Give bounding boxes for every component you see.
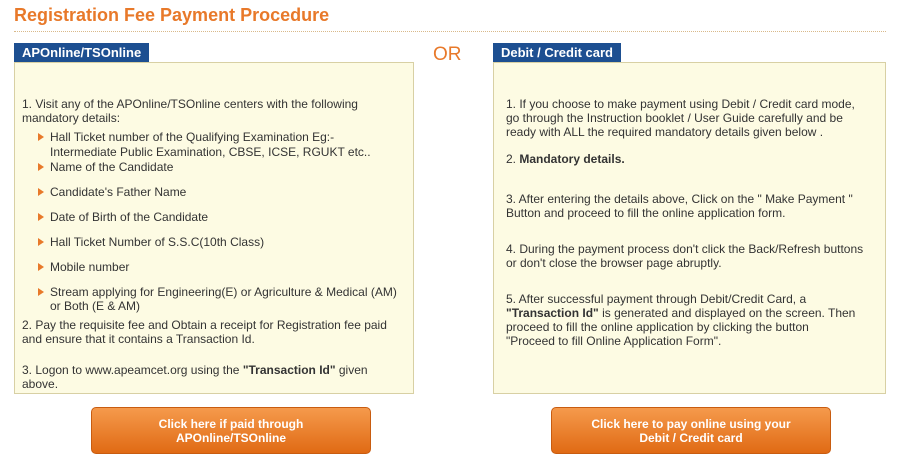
title-divider [14, 31, 886, 32]
detail-stream: Stream applying for Engineering(E) or Agriculture & Medical (AM) [50, 285, 397, 299]
card-step-3: 3. After entering the details above, Click on the " Make Payment " [506, 192, 853, 206]
card-tab-label: Debit / Credit card [493, 43, 621, 63]
page-title: Registration Fee Payment Procedure [14, 5, 330, 25]
arrow-bullet-icon [38, 133, 44, 141]
detail-candidate-name: Name of the Candidate [50, 160, 174, 174]
pay-online-card-button[interactable] [551, 407, 831, 454]
detail-hall-ticket-cont: Intermediate Public Examination, CBSE, ICSE, RGUKT etc.. [50, 145, 371, 159]
detail-hall-ticket: Hall Ticket number of the Qualifying Examination Eg:- [50, 130, 335, 144]
aponline-instructions-panel [14, 62, 414, 394]
aponline-tab-label: APOnline/TSOnline [14, 43, 149, 63]
instruction-step-1-cont: mandatory details: [22, 111, 121, 125]
instruction-step-2: 2. Pay the requisite fee and Obtain a receipt for Registration fee paid [22, 318, 387, 332]
card-step-5-cont-2: proceed to fill the online application by clicking the button [506, 320, 809, 334]
card-button-line-1: Click here to pay online using your [591, 416, 791, 431]
detail-date-of-birth: Date of Birth of the Candidate [50, 210, 209, 224]
card-button-line-2: Debit / Credit card [639, 430, 743, 445]
card-step-2-number: 2. [506, 152, 520, 166]
card-step-2 [506, 152, 625, 166]
instruction-step-2-cont: and ensure that it contains a Transaction Id. [22, 332, 255, 346]
step-3-text-end: given [335, 363, 368, 377]
card-step-5: 5. After successful payment through Debit/Credit Card, a [506, 292, 807, 306]
or-label: OR [433, 44, 462, 65]
card-step-4-cont: or don't close the browser page abruptly. [506, 256, 722, 270]
arrow-bullet-icon [38, 163, 44, 171]
instruction-step-3-cont: above. [22, 377, 59, 391]
instruction-step-1: 1. Visit any of the APOnline/TSOnline centers with the following [22, 97, 358, 111]
card-step-1-cont-2: ready with ALL the required mandatory details given below . [506, 125, 824, 139]
instruction-step-3 [22, 363, 368, 377]
card-step-4: 4. During the payment process don't click the Back/Refresh buttons [506, 242, 864, 256]
card-step-5-text: is generated and displayed on the screen. Then [598, 306, 856, 320]
card-step-5-cont-3: "Proceed to fill Online Application Form". [506, 334, 722, 348]
card-step-1-cont: go through the Instruction booklet / User Guide carefully and be [506, 111, 843, 125]
arrow-bullet-icon [38, 263, 44, 271]
card-step-5-cont [506, 306, 855, 320]
paid-through-aponline-button[interactable] [91, 407, 371, 454]
arrow-bullet-icon [38, 238, 44, 246]
card-instructions-panel [493, 62, 886, 394]
detail-mobile-number: Mobile number [50, 260, 130, 274]
transaction-id-emphasis: "Transaction Id" [506, 306, 599, 320]
transaction-id-emphasis: "Transaction Id" [242, 363, 336, 377]
arrow-bullet-icon [38, 188, 44, 196]
step-3-text: 3. Logon to www.apeamcet.org using the [22, 363, 243, 377]
card-step-3-cont: Button and proceed to fill the online application form. [506, 206, 786, 220]
mandatory-details-emphasis: Mandatory details. [519, 152, 625, 166]
aponline-button-line-2: APOnline/TSOnline [175, 430, 286, 445]
card-step-1: 1. If you choose to make payment using Debit / Credit card mode, [506, 97, 855, 111]
arrow-bullet-icon [38, 288, 44, 296]
detail-ssc-hall-ticket: Hall Ticket Number of S.S.C(10th Class) [50, 235, 265, 249]
detail-father-name: Candidate's Father Name [50, 185, 187, 199]
detail-stream-cont: or Both (E & AM) [50, 299, 141, 313]
arrow-bullet-icon [38, 213, 44, 221]
aponline-button-line-1: Click here if paid through [158, 416, 304, 431]
